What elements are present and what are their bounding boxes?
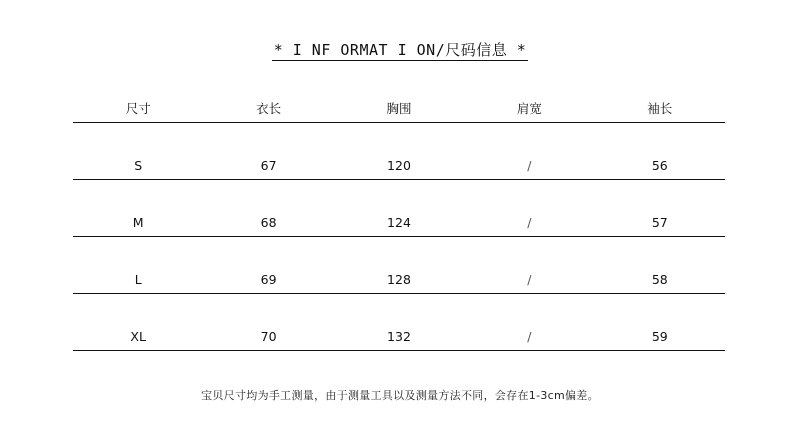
- size-table: [73, 94, 725, 351]
- cell-shoulder: /: [464, 236, 594, 293]
- header-shoulder: 肩宽: [464, 94, 594, 122]
- cell-sleeve: 56: [595, 122, 725, 179]
- table-row: [73, 293, 725, 350]
- table-row: [73, 179, 725, 236]
- cell-size: M: [73, 179, 203, 236]
- measurement-note: 宝贝尺寸均为手工测量，由于测量工具以及测量方法不同，会存在1-3cm偏差。: [201, 389, 599, 402]
- cell-length: 68: [203, 179, 333, 236]
- cell-shoulder: /: [464, 122, 594, 179]
- cell-length: 67: [203, 122, 333, 179]
- cell-size: L: [73, 236, 203, 293]
- cell-shoulder: /: [464, 293, 594, 350]
- cell-chest: 132: [334, 293, 464, 350]
- cell-sleeve: 59: [595, 293, 725, 350]
- title-text: * I NF ORMAT I ON/尺码信息 *: [273, 41, 527, 59]
- table-row: [73, 236, 725, 293]
- cell-sleeve: 58: [595, 236, 725, 293]
- cell-size: XL: [73, 293, 203, 350]
- header-sleeve: 袖长: [595, 94, 725, 122]
- table-header: [73, 94, 725, 122]
- header-row: [73, 94, 725, 122]
- cell-chest: 124: [334, 179, 464, 236]
- cell-shoulder: /: [464, 179, 594, 236]
- header-size: 尺寸: [73, 94, 203, 122]
- header-chest: 胸围: [334, 94, 464, 122]
- cell-size: S: [73, 122, 203, 179]
- cell-chest: 120: [334, 122, 464, 179]
- cell-sleeve: 57: [595, 179, 725, 236]
- cell-chest: 128: [334, 236, 464, 293]
- header-length: 衣长: [203, 94, 333, 122]
- table-body: [73, 122, 725, 350]
- cell-length: 69: [203, 236, 333, 293]
- table-row: [73, 122, 725, 179]
- cell-length: 70: [203, 293, 333, 350]
- page-title: [0, 41, 800, 61]
